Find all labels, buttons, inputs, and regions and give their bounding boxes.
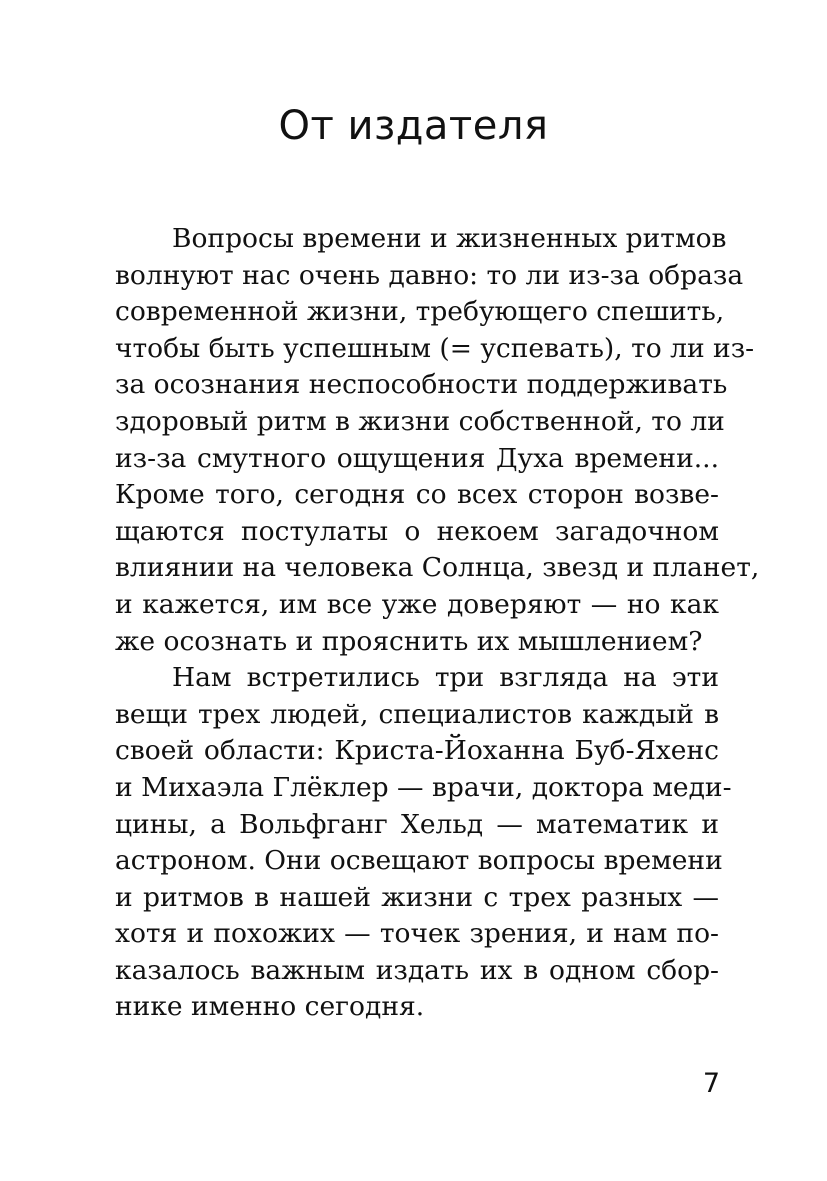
- text-line: астроном. Они освещают вопросы времени: [115, 845, 723, 877]
- text-line: своей области: Криста-Йоханна Буб-Яхенс: [115, 735, 719, 767]
- text-line: и кажется, им все уже доверяют — но как: [115, 588, 719, 620]
- text-line: современной жизни, требующего спешить,: [115, 296, 725, 328]
- body-text: [115, 221, 760, 1026]
- text-line: Вопросы времени и жизненных ритмов: [172, 223, 727, 254]
- text-line: хотя и похожих — точек зрения, и нам по-: [115, 918, 719, 950]
- text-line: и Михаэла Глёклер — врачи, доктора меди-: [115, 771, 732, 803]
- text-line: казалось важным издать их в одном сбор-: [115, 954, 719, 986]
- paragraph-1: [115, 221, 760, 660]
- text-line: же осознать и прояснить их мышлением?: [115, 625, 703, 657]
- text-line: вещи трех людей, специалистов каждый в: [115, 698, 719, 730]
- page-title: От издателя: [278, 103, 549, 149]
- paragraph-2: [115, 660, 732, 1026]
- text-line: и ритмов в нашей жизни с трех разных —: [115, 881, 719, 913]
- text-line: за осознания неспособности поддерживать: [115, 369, 728, 401]
- text-line: из-за смутного ощущения Духа времени...: [115, 442, 719, 474]
- text-line: щаются постулаты о некоем загадочном: [115, 515, 719, 547]
- text-line: нике именно сегодня.: [115, 991, 425, 1023]
- text-line: Кроме того, сегодня со всех сторон возве-: [115, 479, 719, 511]
- page-number: 7: [702, 1068, 720, 1099]
- text-line: Нам встретились три взгляда на эти: [172, 662, 719, 694]
- text-line: волнуют нас очень давно: то ли из-за образа: [115, 259, 744, 291]
- text-line: здоровый ритм в жизни собственной, то ли: [115, 405, 725, 437]
- text-line: цины, а Вольфганг Хельд — математик и: [115, 808, 719, 840]
- text-line: влиянии на человека Солнца, звезд и планет,: [115, 552, 760, 584]
- text-line: чтобы быть успешным (= успевать), то ли из-: [115, 332, 755, 364]
